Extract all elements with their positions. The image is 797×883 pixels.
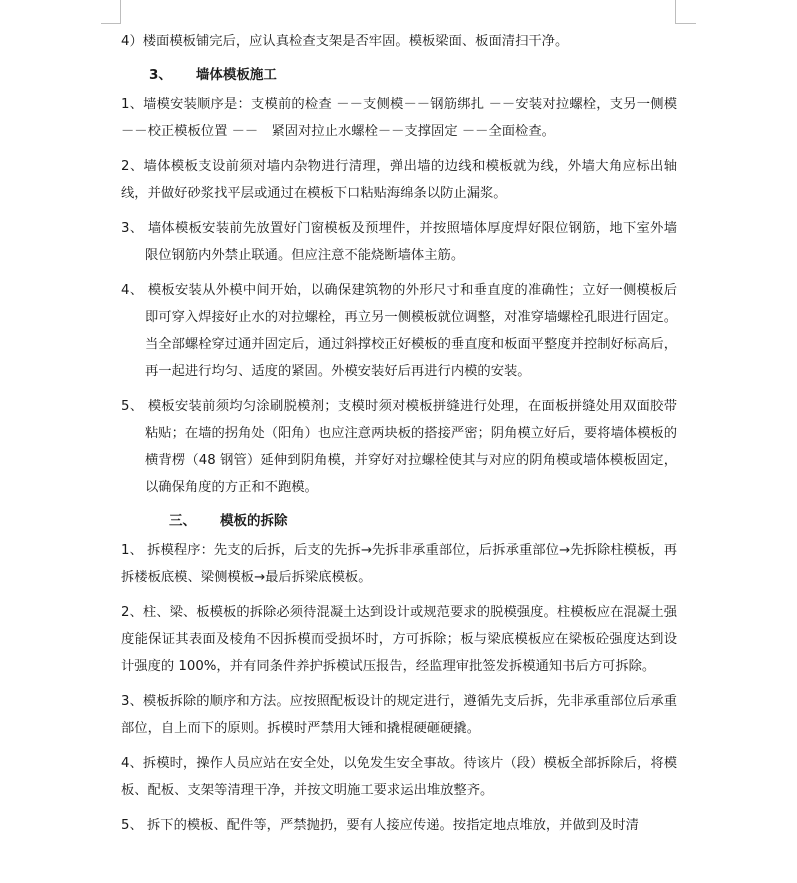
heading-title: 墙体模板施工 — [195, 67, 277, 83]
paragraph: 1、墙模安装顺序是：支模前的检查 －－支侧模－－钢筋绑扎 －－安装对拉螺栓，支另一侧模 －－校正模板位置 －－ 紧固对拉止水螺栓－－支撑固定 －－全面检查。 — [121, 97, 677, 139]
heading-title: 模板的拆除 — [220, 513, 288, 529]
paragraph: 5、 拆下的模板、配件等，严禁抛扔，要有人接应传递。按指定地点堆放，并做到及时清 — [121, 818, 639, 833]
paragraph: 5、 模板安装前须均匀涂刷脱模剂；支模时须对模板拼缝进行处理，在面板拼缝处用双面胶带粘贴；在墙的拐角处（阳角）也应注意两块板的搭接严密；阴角模立好后，要将墙体模板的横背楞（48 钢管）延伸到阴角模，并穿好对拉螺栓使其与对应的阴角模或墙体模板固定，以确保角度的方正和不跑模。 — [121, 399, 677, 495]
heading-number: 三、 — [169, 513, 196, 529]
document-body — [121, 28, 677, 839]
heading-number: 3、 — [149, 67, 172, 83]
paragraph: 1、 拆模程序：先支的后拆，后支的先拆→先拆非承重部位，后拆承重部位→先拆除柱模板，再拆楼板底模、梁侧模板→最后拆梁底模板。 — [121, 543, 677, 585]
page-corner-mark-top-left — [120, 0, 122, 24]
paragraph: 3、 墙体模板安装前先放置好门窗模板及预埋件，并按照墙体厚度焊好限位钢筋，地下室外墙限位钢筋内外禁止联通。但应注意不能烧断墙体主筋。 — [121, 221, 677, 263]
paragraph: 2、墙体模板支设前须对墙内杂物进行清理，弹出墙的边线和模板就为线，外墙大角应标出轴线，并做好砂浆找平层或通过在模板下口粘贴海绵条以防止漏浆。 — [121, 159, 677, 201]
section-heading — [121, 63, 677, 87]
paragraph: 4、拆模时，操作人员应站在安全处，以免发生安全事故。待该片（段）模板全部拆除后，将模板、配板、支架等清理干净，并按文明施工要求运出堆放整齐。 — [121, 756, 677, 798]
paragraph: 3、模板拆除的顺序和方法。应按照配板设计的规定进行，遵循先支后拆，先非承重部位后承重部位，自上而下的原则。拆模时严禁用大锤和撬棍硬砸硬撬。 — [121, 694, 677, 736]
page-corner-mark-top-right — [675, 0, 677, 24]
paragraph: 4、 模板安装从外模中间开始，以确保建筑物的外形尺寸和垂直度的准确性；立好一侧模板后即可穿入焊接好止水的对拉螺栓，再立另一侧模板就位调整，对准穿墙螺栓孔眼进行固定。当全部螺栓穿过通并固定后，通过斜撑校正好模板的垂直度和板面平整度并控制好标高后，再一起进行均匀、适度的紧固。外模安装好后再进行内模的安装。 — [121, 283, 677, 379]
paragraph: 4）楼面模板铺完后，应认真检查支架是否牢固。模板梁面、板面清扫干净。 — [121, 34, 569, 49]
paragraph: 2、柱、梁、板模板的拆除必须待混凝土达到设计或规范要求的脱模强度。柱模板应在混凝土强度能保证其表面及棱角不因拆模而受损坏时，方可拆除；板与梁底模板应在梁板砼强度达到设计强度的 100%，并有同条件养护拆模试压报告，经监理审批签发拆模通知书后方可拆除。 — [121, 605, 677, 674]
section-heading — [121, 509, 677, 533]
